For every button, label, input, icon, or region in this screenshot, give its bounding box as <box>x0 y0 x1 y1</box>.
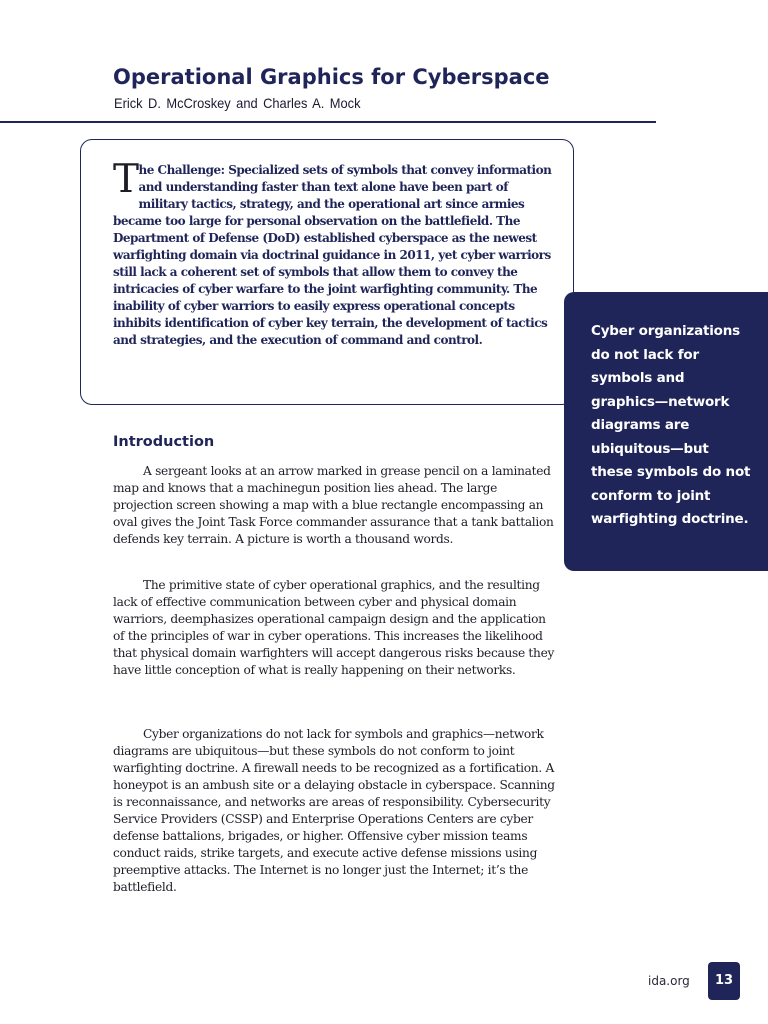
challenge-summary <box>113 157 553 349</box>
header-divider <box>0 121 656 123</box>
pull-quote-text: Cyber organizations do not lack for symbols and graphics—network diagrams are ubiquitous—but these symbols do not conform to joint warfighting doctrine. <box>591 323 751 527</box>
body-paragraph: A sergeant looks at an arrow marked in grease pencil on a laminated map and knows that a machinegun position lies ahead. The large projection screen showing a map with a blue rectangle encompassing an oval gives the Joint Task Force commander assurance that a tank battalion defends key terrain. A picture is worth a thousand words. <box>113 464 554 546</box>
pull-quote-sidebar <box>564 292 768 571</box>
challenge-summary-text: he Challenge: Specialized sets of symbols that convey information and understanding faster than text alone have been part of military tactics, strategy, and the operational art since armies became too large for personal observation on the battlefield. The Department of Defense (DoD) established cyberspace as the newest warfighting domain via doctrinal guidance in 2011, yet cyber warriors still lack a coherent set of symbols that allow them to convey the intricacies of cyber warfare to the joint warfighting community. The inability of cyber warriors to easily express operational concepts inhibits identification of cyber key terrain, the development of tactics and strategies, and the execution of command and control. <box>113 163 552 347</box>
footer-site-link[interactable]: ida.org <box>648 974 690 988</box>
page-title: Operational Graphics for Cyberspace <box>113 65 550 89</box>
body-paragraph: Cyber organizations do not lack for symbols and graphics—network diagrams are ubiquitous—but these symbols do not conform to joint warfighting doctrine. A firewall needs to be recognized as a fortification. A honeypot is an ambush site or a delaying obstacle in cyberspace. Scanning is reconnaissance, and networks are areas of responsibility. Cybersecurity Service Providers (CSSP) and Enterprise Operations Centers are cyber defense battalions, brigades, or higher. Offensive cyber mission teams conduct raids, strike targets, and execute active defense missions using preemptive attacks. The Internet is no longer just the Internet; it’s the battlefield. <box>113 727 555 894</box>
section-heading-introduction: Introduction <box>113 434 215 450</box>
drop-cap: T <box>113 157 139 202</box>
author-byline: Erick D. McCroskey and Charles A. Mock <box>114 95 361 111</box>
body-paragraph: The primitive state of cyber operational graphics, and the resulting lack of effective communication between cyber and physical domain warriors, deemphasizes operational campaign design and the application of the principles of war in cyber operations. This increases the likelihood that physical domain warfighters will accept dangerous risks because they have little conception of what is really happening on their networks. <box>113 578 555 677</box>
page-number-badge: 13 <box>708 962 740 1000</box>
